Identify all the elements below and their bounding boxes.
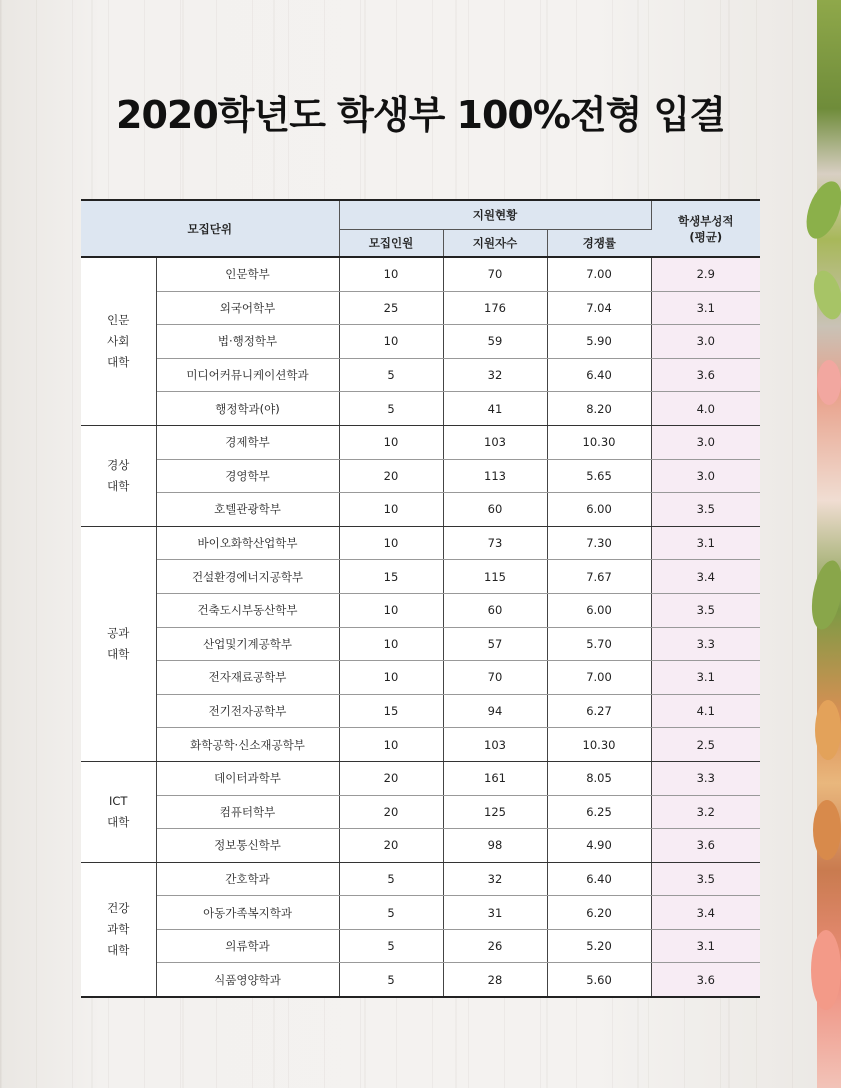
table-row: [81, 291, 760, 325]
table-row: [81, 795, 760, 829]
quota-cell: 10: [339, 593, 443, 627]
grade-average-cell: 3.1: [651, 526, 760, 560]
quota-cell: 5: [339, 392, 443, 426]
applicants-cell: 103: [443, 728, 547, 762]
decorative-leaf-border: [817, 0, 841, 1088]
department-cell: 전자재료공학부: [156, 661, 339, 695]
college-name-line: 대학: [107, 814, 130, 829]
quota-cell: 10: [339, 493, 443, 527]
college-name-line: 경상: [107, 457, 130, 472]
grade-average-cell: 3.3: [651, 627, 760, 661]
grade-average-cell: 4.0: [651, 392, 760, 426]
quota-cell: 20: [339, 795, 443, 829]
college-cell: [81, 526, 156, 761]
competition-ratio-cell: 10.30: [547, 425, 651, 459]
department-cell: 인문학부: [156, 257, 339, 291]
grade-average-cell: 4.1: [651, 694, 760, 728]
grade-average-cell: 2.5: [651, 728, 760, 762]
grade-average-cell: 3.3: [651, 761, 760, 795]
quota-cell: 10: [339, 627, 443, 661]
applicants-cell: 103: [443, 425, 547, 459]
applicants-cell: 113: [443, 459, 547, 493]
quota-cell: 5: [339, 862, 443, 896]
college-name-line: 과학: [107, 921, 130, 936]
applicants-cell: 32: [443, 862, 547, 896]
grade-average-cell: 3.5: [651, 493, 760, 527]
table-row: [81, 593, 760, 627]
college-name-line: 공과: [107, 625, 130, 640]
applicants-cell: 32: [443, 358, 547, 392]
applicants-cell: 31: [443, 896, 547, 930]
quota-cell: 20: [339, 829, 443, 863]
grade-average-cell: 3.6: [651, 829, 760, 863]
competition-ratio-cell: 5.90: [547, 325, 651, 359]
header-quota: 모집인원: [339, 230, 443, 258]
table-row: [81, 560, 760, 594]
department-cell: 호텔관광학부: [156, 493, 339, 527]
table-row: [81, 661, 760, 695]
header-grade-line: (평균): [689, 229, 723, 244]
applicants-cell: 115: [443, 560, 547, 594]
table-row: [81, 761, 760, 795]
applicants-cell: 125: [443, 795, 547, 829]
college-name-line: 건강: [107, 900, 130, 915]
department-cell: 바이오화학산업학부: [156, 526, 339, 560]
grade-average-cell: 3.6: [651, 963, 760, 997]
competition-ratio-cell: 7.00: [547, 661, 651, 695]
table-row: [81, 325, 760, 359]
department-cell: 간호학과: [156, 862, 339, 896]
grade-average-cell: 3.4: [651, 896, 760, 930]
quota-cell: 10: [339, 728, 443, 762]
competition-ratio-cell: 5.60: [547, 963, 651, 997]
grade-average-cell: 3.0: [651, 325, 760, 359]
competition-ratio-cell: 6.27: [547, 694, 651, 728]
college-name-line: 대학: [107, 646, 130, 661]
grade-average-cell: 2.9: [651, 257, 760, 291]
applicants-cell: 161: [443, 761, 547, 795]
quota-cell: 5: [339, 929, 443, 963]
department-cell: 외국어학부: [156, 291, 339, 325]
grade-average-cell: 3.5: [651, 593, 760, 627]
header-applicants: 지원자수: [443, 230, 547, 258]
college-cell: [81, 257, 156, 425]
department-cell: 아동가족복지학과: [156, 896, 339, 930]
table-row: [81, 728, 760, 762]
quota-cell: 5: [339, 358, 443, 392]
table-row: [81, 257, 760, 291]
department-cell: 화학공학·신소재공학부: [156, 728, 339, 762]
college-cell: [81, 761, 156, 862]
admissions-table-container: [81, 199, 760, 998]
quota-cell: 25: [339, 291, 443, 325]
college-name-line: 대학: [107, 354, 130, 369]
grade-average-cell: 3.0: [651, 425, 760, 459]
grade-average-cell: 3.1: [651, 661, 760, 695]
table-row: [81, 963, 760, 997]
header-application-status: 지원현황: [339, 200, 651, 230]
competition-ratio-cell: 7.00: [547, 257, 651, 291]
page-title: 2020학년도 학생부 100%전형 입결: [116, 93, 725, 137]
competition-ratio-cell: 6.25: [547, 795, 651, 829]
grade-average-cell: 3.4: [651, 560, 760, 594]
quota-cell: 5: [339, 896, 443, 930]
competition-ratio-cell: 7.30: [547, 526, 651, 560]
competition-ratio-cell: 5.20: [547, 929, 651, 963]
quota-cell: 5: [339, 963, 443, 997]
table-row: [81, 358, 760, 392]
table-row: [81, 829, 760, 863]
competition-ratio-cell: 4.90: [547, 829, 651, 863]
competition-ratio-cell: 5.65: [547, 459, 651, 493]
department-cell: 전기전자공학부: [156, 694, 339, 728]
department-cell: 미디어커뮤니케이션학과: [156, 358, 339, 392]
department-cell: 데이터과학부: [156, 761, 339, 795]
grade-average-cell: 3.1: [651, 929, 760, 963]
college-name-line: 인문: [107, 312, 130, 327]
applicants-cell: 59: [443, 325, 547, 359]
quota-cell: 10: [339, 325, 443, 359]
quota-cell: 15: [339, 694, 443, 728]
table-header: [81, 200, 760, 257]
table-row: [81, 694, 760, 728]
flower-decoration: [817, 360, 841, 405]
applicants-cell: 60: [443, 493, 547, 527]
flower-decoration: [811, 930, 841, 1010]
quota-cell: 20: [339, 459, 443, 493]
competition-ratio-cell: 6.40: [547, 358, 651, 392]
department-cell: 산업및기계공학부: [156, 627, 339, 661]
quota-cell: 10: [339, 257, 443, 291]
competition-ratio-cell: 7.04: [547, 291, 651, 325]
department-cell: 식품영양학과: [156, 963, 339, 997]
college-name-line: 대학: [107, 478, 130, 493]
department-cell: 정보통신학부: [156, 829, 339, 863]
header-unit: 모집단위: [81, 200, 339, 257]
leaf-decoration: [815, 700, 841, 760]
header-competition: 경쟁률: [547, 230, 651, 258]
college-cell: [81, 862, 156, 997]
table-row: [81, 627, 760, 661]
department-cell: 법·행정학부: [156, 325, 339, 359]
applicants-cell: 41: [443, 392, 547, 426]
applicants-cell: 94: [443, 694, 547, 728]
table-row: [81, 896, 760, 930]
applicants-cell: 60: [443, 593, 547, 627]
leaf-decoration: [813, 800, 841, 860]
applicants-cell: 28: [443, 963, 547, 997]
competition-ratio-cell: 10.30: [547, 728, 651, 762]
competition-ratio-cell: 6.00: [547, 593, 651, 627]
applicants-cell: 70: [443, 661, 547, 695]
competition-ratio-cell: 7.67: [547, 560, 651, 594]
quota-cell: 10: [339, 661, 443, 695]
grade-average-cell: 3.0: [651, 459, 760, 493]
applicants-cell: 70: [443, 257, 547, 291]
applicants-cell: 73: [443, 526, 547, 560]
admissions-results-table: [81, 199, 760, 998]
applicants-cell: 26: [443, 929, 547, 963]
college-name-line: ICT: [109, 793, 128, 808]
table-row: [81, 493, 760, 527]
grade-average-cell: 3.6: [651, 358, 760, 392]
table-row: [81, 929, 760, 963]
table-row: [81, 862, 760, 896]
grade-average-cell: 3.1: [651, 291, 760, 325]
competition-ratio-cell: 6.40: [547, 862, 651, 896]
header-grade: [651, 200, 760, 257]
grade-average-cell: 3.5: [651, 862, 760, 896]
competition-ratio-cell: 5.70: [547, 627, 651, 661]
grade-average-cell: 3.2: [651, 795, 760, 829]
competition-ratio-cell: 8.20: [547, 392, 651, 426]
competition-ratio-cell: 8.05: [547, 761, 651, 795]
department-cell: 건축도시부동산학부: [156, 593, 339, 627]
quota-cell: 10: [339, 425, 443, 459]
quota-cell: 15: [339, 560, 443, 594]
table-body: [81, 257, 760, 997]
college-cell: [81, 425, 156, 526]
department-cell: 컴퓨터학부: [156, 795, 339, 829]
table-row: [81, 392, 760, 426]
quota-cell: 10: [339, 526, 443, 560]
department-cell: 건설환경에너지공학부: [156, 560, 339, 594]
quota-cell: 20: [339, 761, 443, 795]
applicants-cell: 98: [443, 829, 547, 863]
competition-ratio-cell: 6.20: [547, 896, 651, 930]
competition-ratio-cell: 6.00: [547, 493, 651, 527]
college-name-line: 대학: [107, 942, 130, 957]
table-row: [81, 459, 760, 493]
college-name-line: 사회: [107, 333, 130, 348]
applicants-cell: 57: [443, 627, 547, 661]
department-cell: 경제학부: [156, 425, 339, 459]
department-cell: 경영학부: [156, 459, 339, 493]
table-row: [81, 526, 760, 560]
department-cell: 의류학과: [156, 929, 339, 963]
department-cell: 행정학과(야): [156, 392, 339, 426]
table-row: [81, 425, 760, 459]
applicants-cell: 176: [443, 291, 547, 325]
header-grade-line: 학생부성적: [677, 213, 734, 228]
